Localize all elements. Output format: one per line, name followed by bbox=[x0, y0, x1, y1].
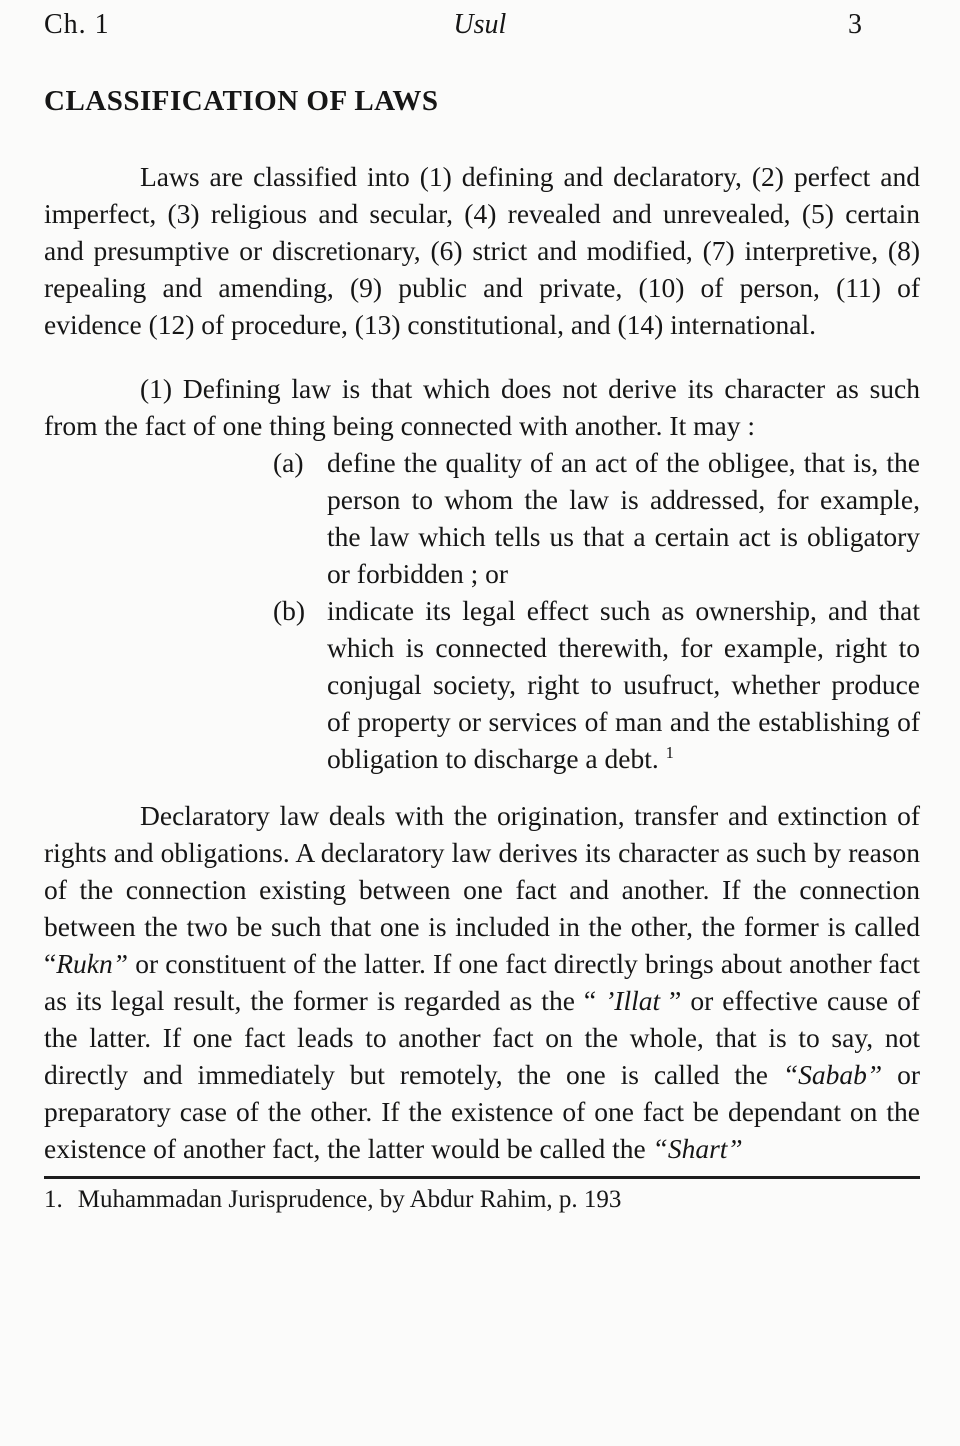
list-item-b-text: indicate its legal effect such as ownership, and that which is connected therewith, for example, right to conjugal society, right to usufruct, whether produce of property or services of man and the establishing of obligation to discharge a debt. $^1$ bbox=[327, 595, 920, 774]
paragraph-classification: Laws are classified into (1) defining and declaratory, (2) perfect and imperfect, (3) religious and secular, (4) revealed and unrevealed, (5) certain and presumptive or discretionary, (6) strict and modified, (7) interpretive, (8) repealing and amending, (9) public and private, (10) of person, (11) of evidence (12) of procedure, (13) constitutional, and (14) international. bbox=[44, 161, 920, 340]
chapter-label: Ch. 1 bbox=[44, 9, 110, 40]
list-marker-b: (b) bbox=[273, 595, 306, 626]
page-number: 3 bbox=[848, 9, 862, 40]
list-marker-a: (a) bbox=[273, 447, 304, 478]
paragraph-declaratory: Declaratory law deals with the origination, transfer and extinction of rights and obligations. A declaratory law derives its character as such by reason of the connection existing between one fact and another. If the connection between the two be such that one is included in the other, the former is called “Rukn” or constituent of the latter. If one fact directly brings about another fact as its legal result, the former is regarded as the “ ’Illat ” or effective cause of the latter. If one fact leads to another fact on the whole, that is to say, not directly and immediately but remotely, the one is called the “Sabab” or preparatory case of the other. If the existence of one fact be dependant on the existence of another fact, the latter would be called the “Shart” bbox=[44, 800, 920, 1164]
list-item-a-text: define the quality of an act of the obligee, that is, the person to whom the law is addressed, for example, the law which tells us that a certain act is obligatory or forbidden ; or bbox=[327, 447, 920, 589]
page-header bbox=[44, 8, 920, 46]
footnote-text: Muhammadan Jurisprudence, by Abdur Rahim, p. 193 bbox=[77, 1186, 622, 1213]
list-item-b bbox=[273, 592, 920, 777]
section-heading: CLASSIFICATION OF LAWS bbox=[44, 85, 439, 117]
running-title: Usul bbox=[453, 9, 507, 40]
definition-list bbox=[44, 444, 920, 777]
list-item-a bbox=[273, 444, 920, 592]
footnote-marker: 1. bbox=[44, 1186, 63, 1213]
footnote-rule bbox=[44, 1176, 920, 1179]
footnote bbox=[44, 1184, 920, 1215]
paragraph-defining: (1) Defining law is that which does not derive its character as such from the fact of one thing being connected with another. It may : bbox=[44, 373, 920, 441]
